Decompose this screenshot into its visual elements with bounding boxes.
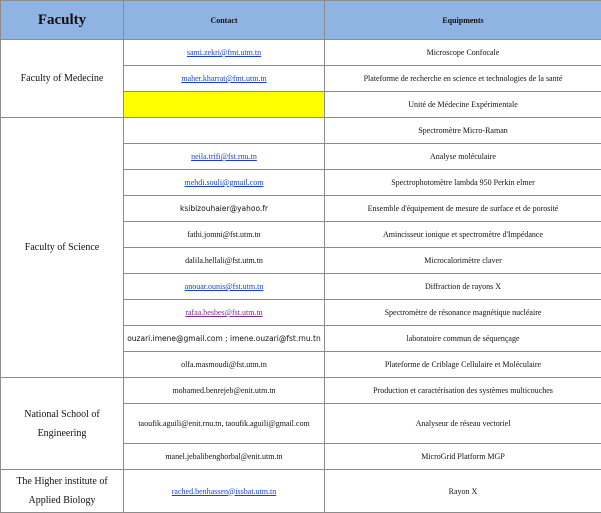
equipment-cell: Plateforme de recherche en science et technologies de la santé: [325, 66, 601, 92]
contact-email-link[interactable]: mehdi.souli@gmail.com: [184, 178, 264, 187]
contact-email-link[interactable]: anouar.ounis@fst.utm.tn: [184, 282, 264, 291]
equipment-cell: Amincisseur ionique et spectromètre d'Impédance: [325, 222, 601, 248]
contact-cell: ouzari.imene@gmail.com ; imene.ouzari@fst.rnu.tn: [124, 326, 325, 352]
equipment-cell: Spectromètre Micro-Raman: [325, 118, 601, 144]
faculty-cell: National School of Engineering: [1, 378, 124, 470]
table-row: [1, 118, 601, 144]
contact-cell: [124, 274, 325, 300]
equipment-cell: laboratoire commun de séquençage: [325, 326, 601, 352]
contact-cell: taoufik.aguili@enit.rnu.tn, taoufik.aguili@gmail.com: [124, 404, 325, 444]
contact-header: Contact: [124, 1, 325, 40]
table-row: [1, 40, 601, 66]
faculty-cell: Faculty of Medecine: [1, 40, 124, 118]
faculty-header: Faculty: [1, 1, 124, 40]
contact-cell: [124, 470, 325, 513]
contact-cell: dalila.hellali@fst.utm.tn: [124, 248, 325, 274]
contact-email-link[interactable]: maher.kharrat@fmt.utm.tn: [181, 74, 267, 83]
equipment-cell: Microcalorimètre claver: [325, 248, 601, 274]
contact-cell: [124, 40, 325, 66]
equipment-cell: MicroGrid Platform MGP: [325, 444, 601, 470]
contact-cell: mohamed.benrejeb@enit.utm.tn: [124, 378, 325, 404]
contact-cell: [124, 170, 325, 196]
contact-cell: [124, 118, 325, 144]
contact-cell: olfa.masmoudi@fst.utm.tn: [124, 352, 325, 378]
equipment-cell: Analyseur de réseau vectoriel: [325, 404, 601, 444]
equipment-cell: Analyse moléculaire: [325, 144, 601, 170]
contact-email-link[interactable]: rached.benhassen@issbat.utm.tn: [171, 486, 277, 496]
contact-email-link[interactable]: neila.trifi@fst.rnu.tn: [191, 152, 257, 161]
equipment-cell: Unité de Médecine Expérimentale: [325, 92, 601, 118]
contact-cell: [124, 144, 325, 170]
equipment-cell: Spectrophotomètre lambda 950 Perkin elmer: [325, 170, 601, 196]
faculty-cell: Faculty of Science: [1, 118, 124, 378]
equipment-cell: Ensemble d'équipement de mesure de surface et de porosité: [325, 196, 601, 222]
header-row: [1, 1, 601, 40]
table-row: [1, 378, 601, 404]
contact-cell: ksibizouhaier@yahoo.fr: [124, 196, 325, 222]
contact-cell-highlighted: [124, 92, 325, 118]
faculty-cell: The Higher institute of Applied Biology: [1, 470, 124, 513]
contact-cell: manel.jebalibenghorbal@enit.utm.tn: [124, 444, 325, 470]
contact-cell: [124, 300, 325, 326]
equipments-header: Equipments: [325, 1, 601, 40]
equipment-cell: Diffraction de rayons X: [325, 274, 601, 300]
equipment-cell: Rayon X: [325, 470, 601, 513]
equipment-cell: Microscope Confocale: [325, 40, 601, 66]
table-row: [1, 470, 601, 513]
contact-email-link[interactable]: sami.zekri@fmt.utm.tn: [186, 48, 262, 57]
equipment-cell: Plateforme de Criblage Cellulaire et Moléculaire: [325, 352, 601, 378]
contact-cell: [124, 66, 325, 92]
contact-cell: fathi.jomni@fst.utm.tn: [124, 222, 325, 248]
equipment-cell: Spectromètre de résonance magnétique nucléaire: [325, 300, 601, 326]
equipment-cell: Production et caractérisation des systèmes multicouches: [325, 378, 601, 404]
contact-email-link[interactable]: rafaa.besbes@fst.utm.tn: [185, 308, 263, 317]
